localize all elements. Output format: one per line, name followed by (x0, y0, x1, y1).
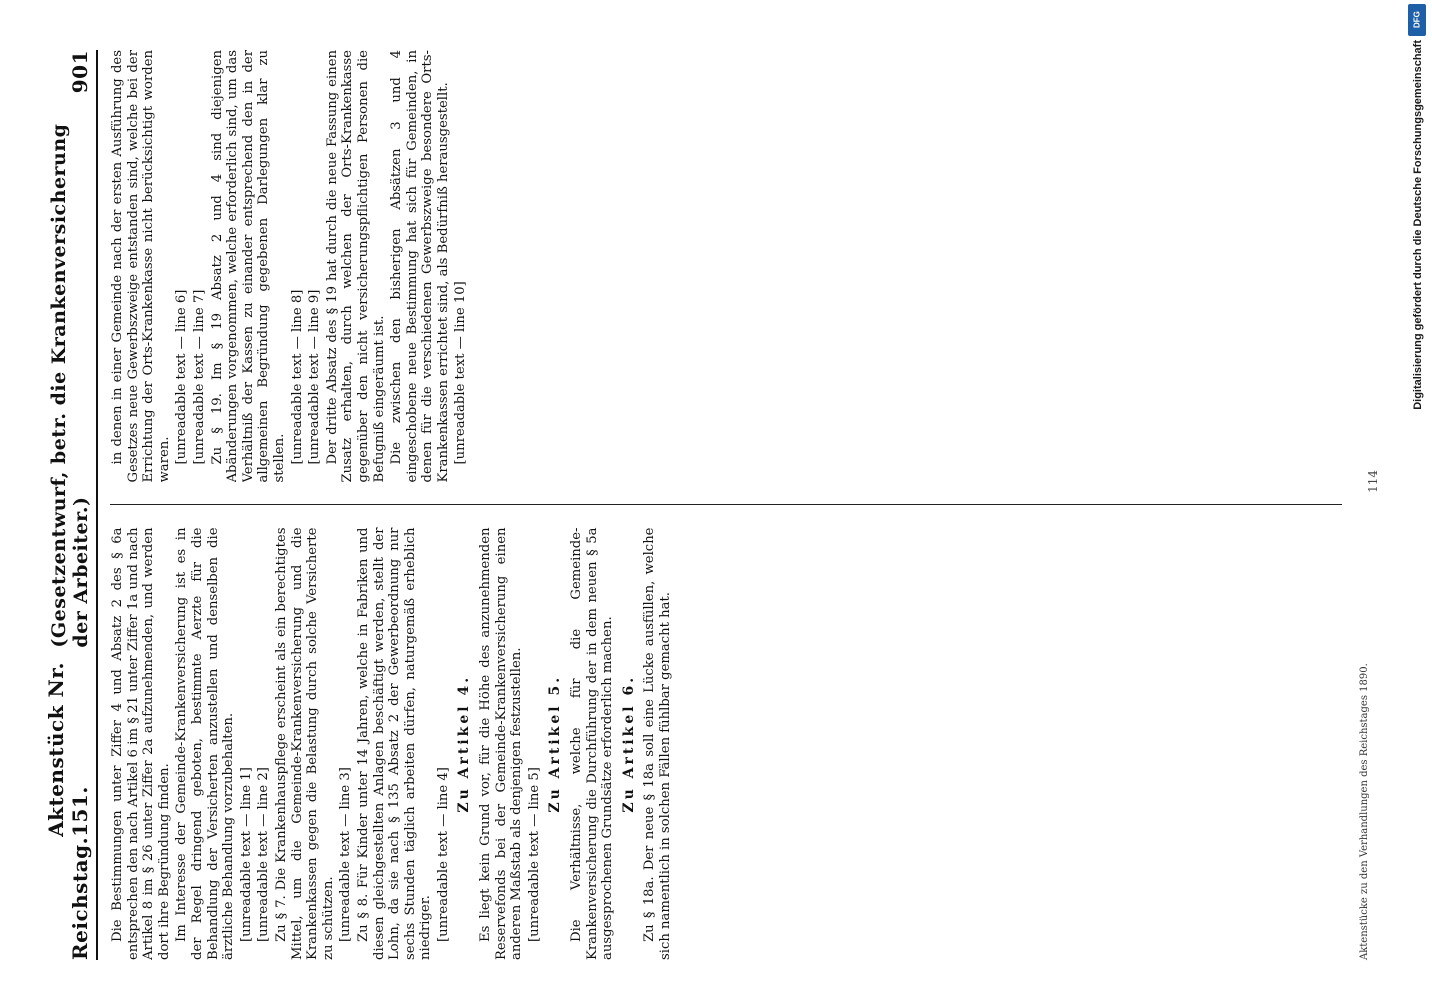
section-heading: Zu Artikel 4. (456, 674, 473, 813)
paragraph: Die Bestimmungen unter Ziffer 4 und Absatz 2 des § 6a entsprechen den nach Artikel 6 im § 21 unter Ziffer 1a und nach Artikel 8 im § 26 unter Ziffer 2a aufzunehmenden, und werden dort ihre Begründung finden. (110, 527, 172, 960)
paragraph: Zu § 7. Die Krankenhauspflege erscheint als ein berechtigtes Mittel, um die Gemeinde-Krankenversicherung und die Krankenkassen gegen die Belastung durch solche Versicherte zu schützen. (273, 527, 336, 960)
section-heading: Zu Artikel 5. (547, 674, 564, 813)
paragraph: [unreadable text — line 9] (307, 289, 323, 465)
paragraph: [unreadable text — line 8] (289, 289, 305, 465)
section-heading: Zu Artikel 6. (620, 674, 637, 813)
header-left: Reichstag. (68, 836, 92, 960)
paragraph: [unreadable text — line 7] (191, 289, 207, 465)
paragraph: Zu § 19. Im § 19 Absatz 2 und 4 sind diejenigen Abänderungen vorgenommen, welche erforderlich sind, um das Verhältniß der Kassen zu einander entsprechend den in der allgemeinen Begründung gegebenen Darlegungen klar zu stellen. (209, 50, 287, 483)
digitization-credit (1406, 0, 1426, 1000)
text-columns (110, 50, 1342, 960)
right-column (110, 50, 1342, 483)
page-number: 901 (68, 50, 92, 94)
paragraph: [unreadable text — line 10] (453, 281, 469, 465)
paragraph: Zu § 18a. Der neue § 18a soll eine Lücke ausfüllen, welche sich namentlich in solchen Fällen fühlbar gemacht hat. (642, 527, 673, 960)
paragraph: [unreadable text — line 1] (238, 767, 254, 942)
paragraph: Der dritte Absatz des § 19 hat durch die neue Fassung einen Zusatz erhalten, durch welchen der Orts-Krankenkasse gegenüber den nicht versicherungspflichtigen Personen die Befugniß eingeräumt ist. (324, 50, 387, 483)
paragraph: [unreadable text — line 5] (526, 767, 542, 942)
page-header (44, 50, 98, 960)
column-divider (110, 505, 1342, 506)
left-column (110, 528, 1342, 961)
paragraph: [unreadable text — line 6] (174, 289, 190, 465)
paragraph: Die zwischen den bisherigen Absätzen 3 und 4 eingeschobene neue Bestimmung hat sich für Gemeinden, in denen für die verschiedenen Gewerbszweige besondere Orts-Krankenkassen errichtet sind, als Bedürfniß herausgestellt. (389, 50, 451, 483)
credit-text: Digitalisierung gefördert durch die Deutsche Forschungsgemeinschaft (1412, 40, 1424, 410)
paragraph: Zu § 8. Für Kinder unter 14 Jahren, welche in Fabriken und diesen gleichgestellten Anlagen beschäftigt werden, stellt der Lohn, da sie nach § 135 Absatz 2 der Gewerbeordnung nur sechs Stunden täglich arbeiten dürfen, naturgemäß erheblich niedriger. (355, 527, 434, 960)
paragraph: [unreadable text — line 3] (338, 767, 354, 942)
paragraph: in denen in einer Gemeinde nach der ersten Ausführung des Gesetzes neue Gewerbszweige entstanden sind, welche bei der Errichtung der Orts-Krankenkasse nicht berücksichtigt worden waren. (110, 50, 172, 483)
footnote: Aktenstücke zu den Verhandlungen des Reichstages 1890. (1359, 663, 1370, 960)
paragraph: [unreadable text — line 2] (256, 767, 272, 942)
paragraph: Es liegt kein Grund vor, für die Höhe des anzunehmenden Reservefonds bei der Gemeinde-Krankenversicherung einen anderen Maßstab als denjenigen festzustellen. (478, 527, 525, 960)
paragraph: Im Interesse der Gemeinde-Krankenversicherung ist es in der Regel dringend geboten, bestimmte Aerzte für die Behandlung der Versicherten anzustellen und denselben die ärztliche Behandlung vorzubehalten. (174, 527, 237, 960)
header-title: (Gesetzentwurf, betr. die Krankenversicherung der Arbeiter.) (48, 123, 92, 648)
paragraph: Die Verhältnisse, welche für die Gemeinde-Krankenversicherung die Durchführung der in dem neuen § 5a ausgesprochenen Grundsätze erforderlich machen. (569, 527, 616, 960)
page-marker: 114 (1366, 470, 1380, 493)
header-center: Aktenstück Nr. 151. (44, 662, 92, 837)
paragraph: [unreadable text — line 4] (435, 767, 451, 942)
dfg-logo: DFG (1408, 4, 1426, 36)
